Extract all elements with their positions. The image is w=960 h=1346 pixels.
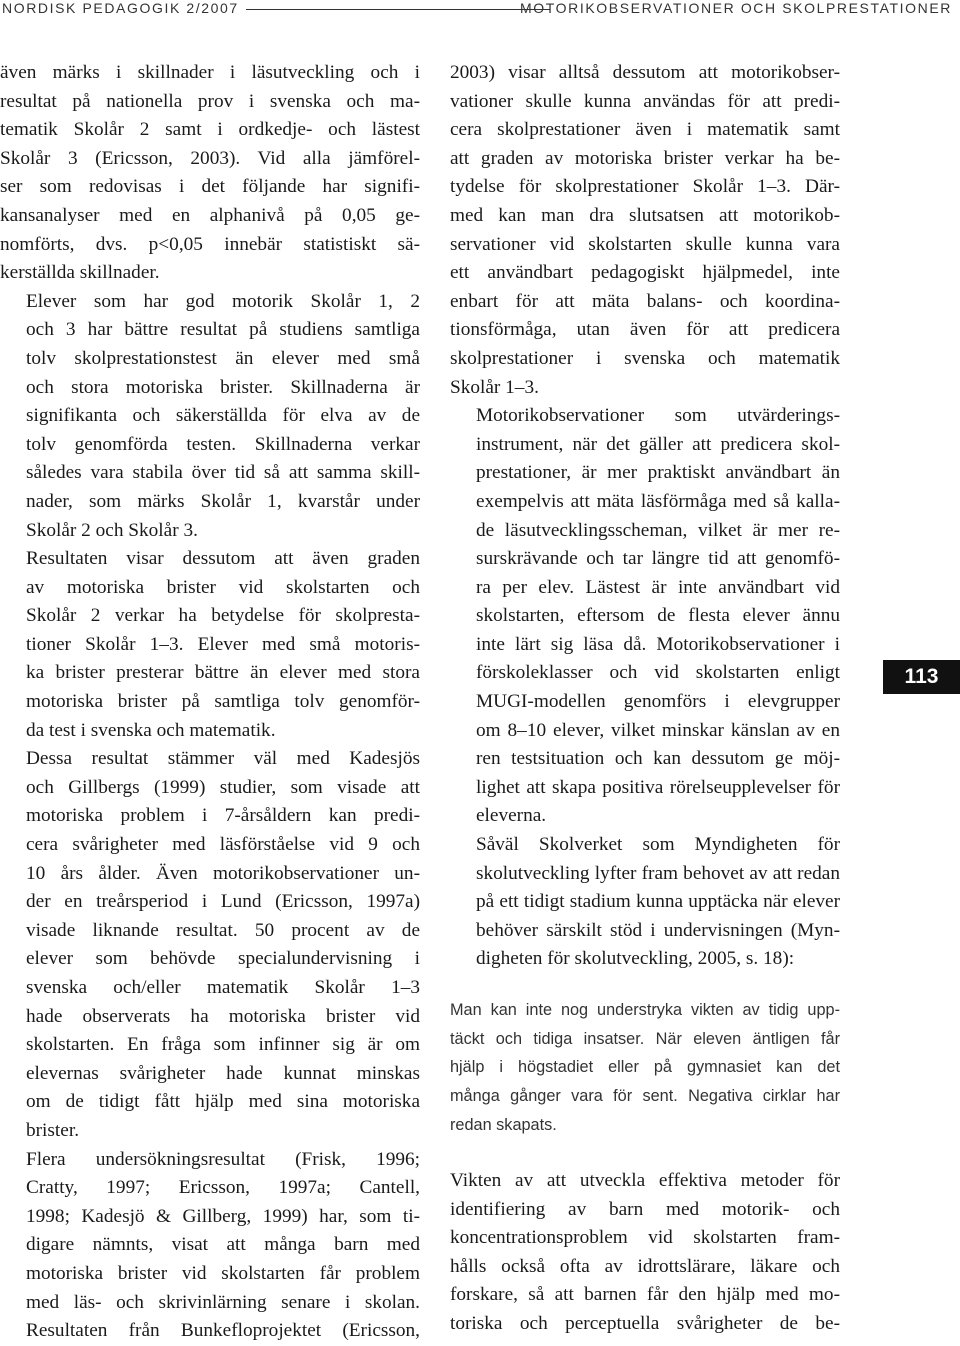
text-line: 1998; Kadesjö & Gillberg, 1999) har, som ti- bbox=[26, 1205, 420, 1227]
text-line: många gånger vara för sent. Negativa cirklar har bbox=[450, 1087, 840, 1106]
text-line: ett användbart pedagogiskt hjälpmedel, inte bbox=[450, 262, 840, 284]
paragraph bbox=[0, 745, 420, 1145]
text-line: att graden av motoriska brister verkar ha be- bbox=[450, 147, 840, 169]
text-line: da test i svenska och matematik. bbox=[26, 719, 276, 741]
article-running-title: MOTORIKOBSERVATIONER OCH SKOLPRESTATIONER bbox=[520, 0, 952, 16]
text-line: tydelse för skolprestationer Skolår 1–3. Där- bbox=[450, 176, 840, 198]
left-column bbox=[0, 59, 420, 1346]
block-quote bbox=[450, 996, 840, 1140]
text-line: Dessa resultat stämmer väl med Kadesjös bbox=[26, 748, 420, 770]
text-line: instrument, när det gäller att predicera skol- bbox=[476, 433, 840, 455]
text-line: Cratty, 1997; Ericsson, 1997a; Cantell, bbox=[26, 1177, 420, 1199]
text-line: prestationer, är mer praktiskt användbart än bbox=[476, 462, 840, 484]
text-line: svenska och/eller matematik Skolår 1–3 bbox=[26, 977, 420, 998]
right-column bbox=[450, 59, 840, 974]
text-line: tolv skolprestationstest än elever med små bbox=[26, 347, 420, 369]
paragraph bbox=[450, 1167, 840, 1339]
text-line: Skolår 2 verkar ha betydelse för skolpresta- bbox=[26, 605, 420, 627]
text-line: tioner Skolår 1–3. Elever med små motoris- bbox=[26, 633, 420, 655]
text-line: Skolår 3 (Ericsson, 2003). Vid alla jämförel- bbox=[0, 147, 420, 169]
text-line: exempelvis att mäta läsförmåga med så kalla- bbox=[476, 490, 840, 512]
text-line: hade observerats ha motoriska brister vid bbox=[26, 1005, 420, 1027]
text-line: Man kan inte nog understryka vikten av tidig upp- bbox=[450, 1001, 840, 1019]
text-line: ser som redovisas i det följande har signifi- bbox=[0, 176, 420, 198]
text-line: elevernas svårigheter hade kunnat minskas bbox=[26, 1062, 420, 1084]
text-line: redan skapats. bbox=[450, 1115, 557, 1134]
text-line: tionsförmåga, utan även för att predicera bbox=[450, 319, 840, 341]
header-rule bbox=[246, 9, 550, 10]
text-line: Vikten av att utveckla effektiva metoder för bbox=[450, 1170, 840, 1191]
text-line: Resultaten från Bunkefloprojektet (Ericsson, bbox=[26, 1320, 420, 1342]
text-line: cera svårigheter med läsförståelse vid 9 och bbox=[26, 834, 420, 856]
text-line: och stora motoriska brister. Skillnaderna är bbox=[26, 376, 420, 398]
text-line: brister. bbox=[26, 1119, 80, 1141]
text-line: ren testsituation och kan dessutom ge möj- bbox=[476, 748, 840, 770]
text-line: visade liknande resultat. 50 procent av de bbox=[26, 919, 420, 941]
text-line: skolstarten, eftersom de flesta elever ännu bbox=[476, 605, 840, 627]
text-line: koncentrationsproblem vid skolstarten fram- bbox=[450, 1227, 840, 1249]
text-line: Skolår 2 och Skolår 3. bbox=[26, 519, 198, 541]
text-line: identifiering av barn med motorik- och bbox=[450, 1198, 840, 1220]
paragraph bbox=[0, 288, 420, 545]
text-line: nomförts, dvs. p<0,05 innebär statistiskt sä- bbox=[0, 233, 420, 255]
text-line: med läs- och skrivinlärning senare i skolan. bbox=[26, 1291, 420, 1313]
text-line: Såväl Skolverket som Myndigheten för bbox=[476, 834, 840, 856]
text-line: lighet att skapa positiva rörelseupplevelser för bbox=[476, 776, 840, 798]
text-line: tolv genomförda testen. Skillnaderna verkar bbox=[26, 433, 420, 455]
text-line: Flera undersökningsresultat (Frisk, 1996; bbox=[26, 1148, 420, 1170]
text-line: således vara stabila över tid så att samma skill- bbox=[26, 462, 420, 484]
text-line: täckt och tidiga insatser. När eleven äntligen får bbox=[450, 1029, 840, 1048]
text-line: MUGI-modellen genomförs i elevgrupper bbox=[476, 691, 840, 713]
text-line: behöver särskilt stöd i undervisningen (Myn- bbox=[476, 919, 840, 941]
text-line: Elever som har god motorik Skolår 1, 2 bbox=[26, 290, 420, 312]
paragraph bbox=[450, 59, 840, 402]
text-line: ka brister presterar bättre än elever med stora bbox=[26, 662, 420, 684]
text-line: de läsutvecklingsscheman, vilket är mer re- bbox=[476, 519, 840, 541]
text-line: toriska och perceptuella svårigheter de be- bbox=[450, 1312, 840, 1334]
text-line: signifikanta och säkerställda för elva av de bbox=[26, 405, 420, 427]
page-number-tab: 113 bbox=[883, 660, 960, 694]
text-line: motoriska brister på samtliga tolv genomför- bbox=[26, 691, 420, 713]
text-line: hjälp i högstadiet eller på gymnasiet kan det bbox=[450, 1058, 840, 1077]
paragraph bbox=[450, 831, 840, 974]
text-line: 2003) visar alltså dessutom att motorikobser- bbox=[450, 62, 840, 83]
text-line: ra per elev. Lästest är inte användbart vid bbox=[476, 576, 840, 598]
text-line: vationer skulle kunna användas för att predi- bbox=[450, 90, 840, 112]
text-line: enbart för att mäta balans- och koordina- bbox=[450, 290, 840, 312]
text-line: forskare, så att barnen får den hjälp med mo- bbox=[450, 1284, 840, 1306]
paragraph bbox=[0, 1146, 420, 1346]
paragraph bbox=[0, 545, 420, 745]
text-line: der en treårsperiod i Lund (Ericsson, 1997a) bbox=[26, 891, 420, 913]
text-line: av motoriska brister vid skolstarten och bbox=[26, 576, 420, 598]
text-line: tematik Skolår 2 samt i ordkedje- och lästest bbox=[0, 119, 420, 141]
text-line: digare nämnts, visat att många barn med bbox=[26, 1234, 420, 1256]
text-line: hålls också ofta av idrottslärare, läkare och bbox=[450, 1255, 840, 1277]
text-line: med kan man dra slutsatsen att motorikob- bbox=[450, 204, 840, 226]
text-line: om 8–10 elever, vilket minskar känslan av en bbox=[476, 719, 840, 741]
text-line: inte lärt sig läsa då. Motorikobservationer i bbox=[476, 633, 840, 655]
text-line: surskrävande och tar längre tid att genomfö- bbox=[476, 548, 840, 570]
text-line: på ett tidigt stadium kunna upptäcka när elever bbox=[476, 891, 840, 913]
paragraph bbox=[0, 59, 420, 288]
text-line: motoriska brister vid skolstarten får problem bbox=[26, 1262, 420, 1284]
text-line: och 3 har bättre resultat på studiens samtliga bbox=[26, 319, 420, 341]
text-line: digheten för skolutveckling, 2005, s. 18): bbox=[476, 948, 795, 970]
paragraph bbox=[450, 402, 840, 831]
text-line: resultat på nationella prov i svenska och ma- bbox=[0, 90, 420, 112]
text-line: servationer vid skolstarten skulle kunna vara bbox=[450, 233, 840, 255]
text-line: 10 års ålder. Även motorikobservationer un- bbox=[26, 862, 420, 884]
text-line: kansanalyser med en alphanivå på 0,05 ge- bbox=[0, 204, 420, 226]
journal-title: NORDISK PEDAGOGIK 2/2007 bbox=[2, 0, 239, 16]
text-line: skolutveckling lyfter fram behovet av att redan bbox=[476, 862, 840, 884]
running-header bbox=[0, 0, 960, 22]
text-line: elever som behövde specialundervisning i bbox=[26, 948, 420, 970]
text-line: kerställda skillnader. bbox=[0, 262, 160, 284]
text-line: även märks i skillnader i läsutveckling och i bbox=[0, 62, 420, 83]
text-line: om de tidigt fått hjälp med sina motoriska bbox=[26, 1091, 420, 1113]
text-line: motoriska problem i 7-årsåldern kan predi- bbox=[26, 805, 420, 827]
text-line: Skolår 1–3. bbox=[450, 376, 539, 398]
text-line: nader, som märks Skolår 1, kvarstår under bbox=[26, 490, 420, 512]
text-line: och Gillbergs (1999) studier, som visade att bbox=[26, 776, 420, 798]
text-line: förskoleklasser och vid skolstarten enligt bbox=[476, 662, 840, 684]
text-line: Motorikobservationer som utvärderings- bbox=[476, 405, 840, 427]
text-line: Resultaten visar dessutom att även graden bbox=[26, 548, 420, 570]
text-line: cera skolprestationer även i matematik samt bbox=[450, 119, 840, 141]
text-line: skolprestationer i svenska och matematik bbox=[450, 347, 840, 369]
text-line: skolstarten. En fråga som infinner sig är om bbox=[26, 1034, 420, 1056]
text-line: eleverna. bbox=[476, 805, 547, 827]
